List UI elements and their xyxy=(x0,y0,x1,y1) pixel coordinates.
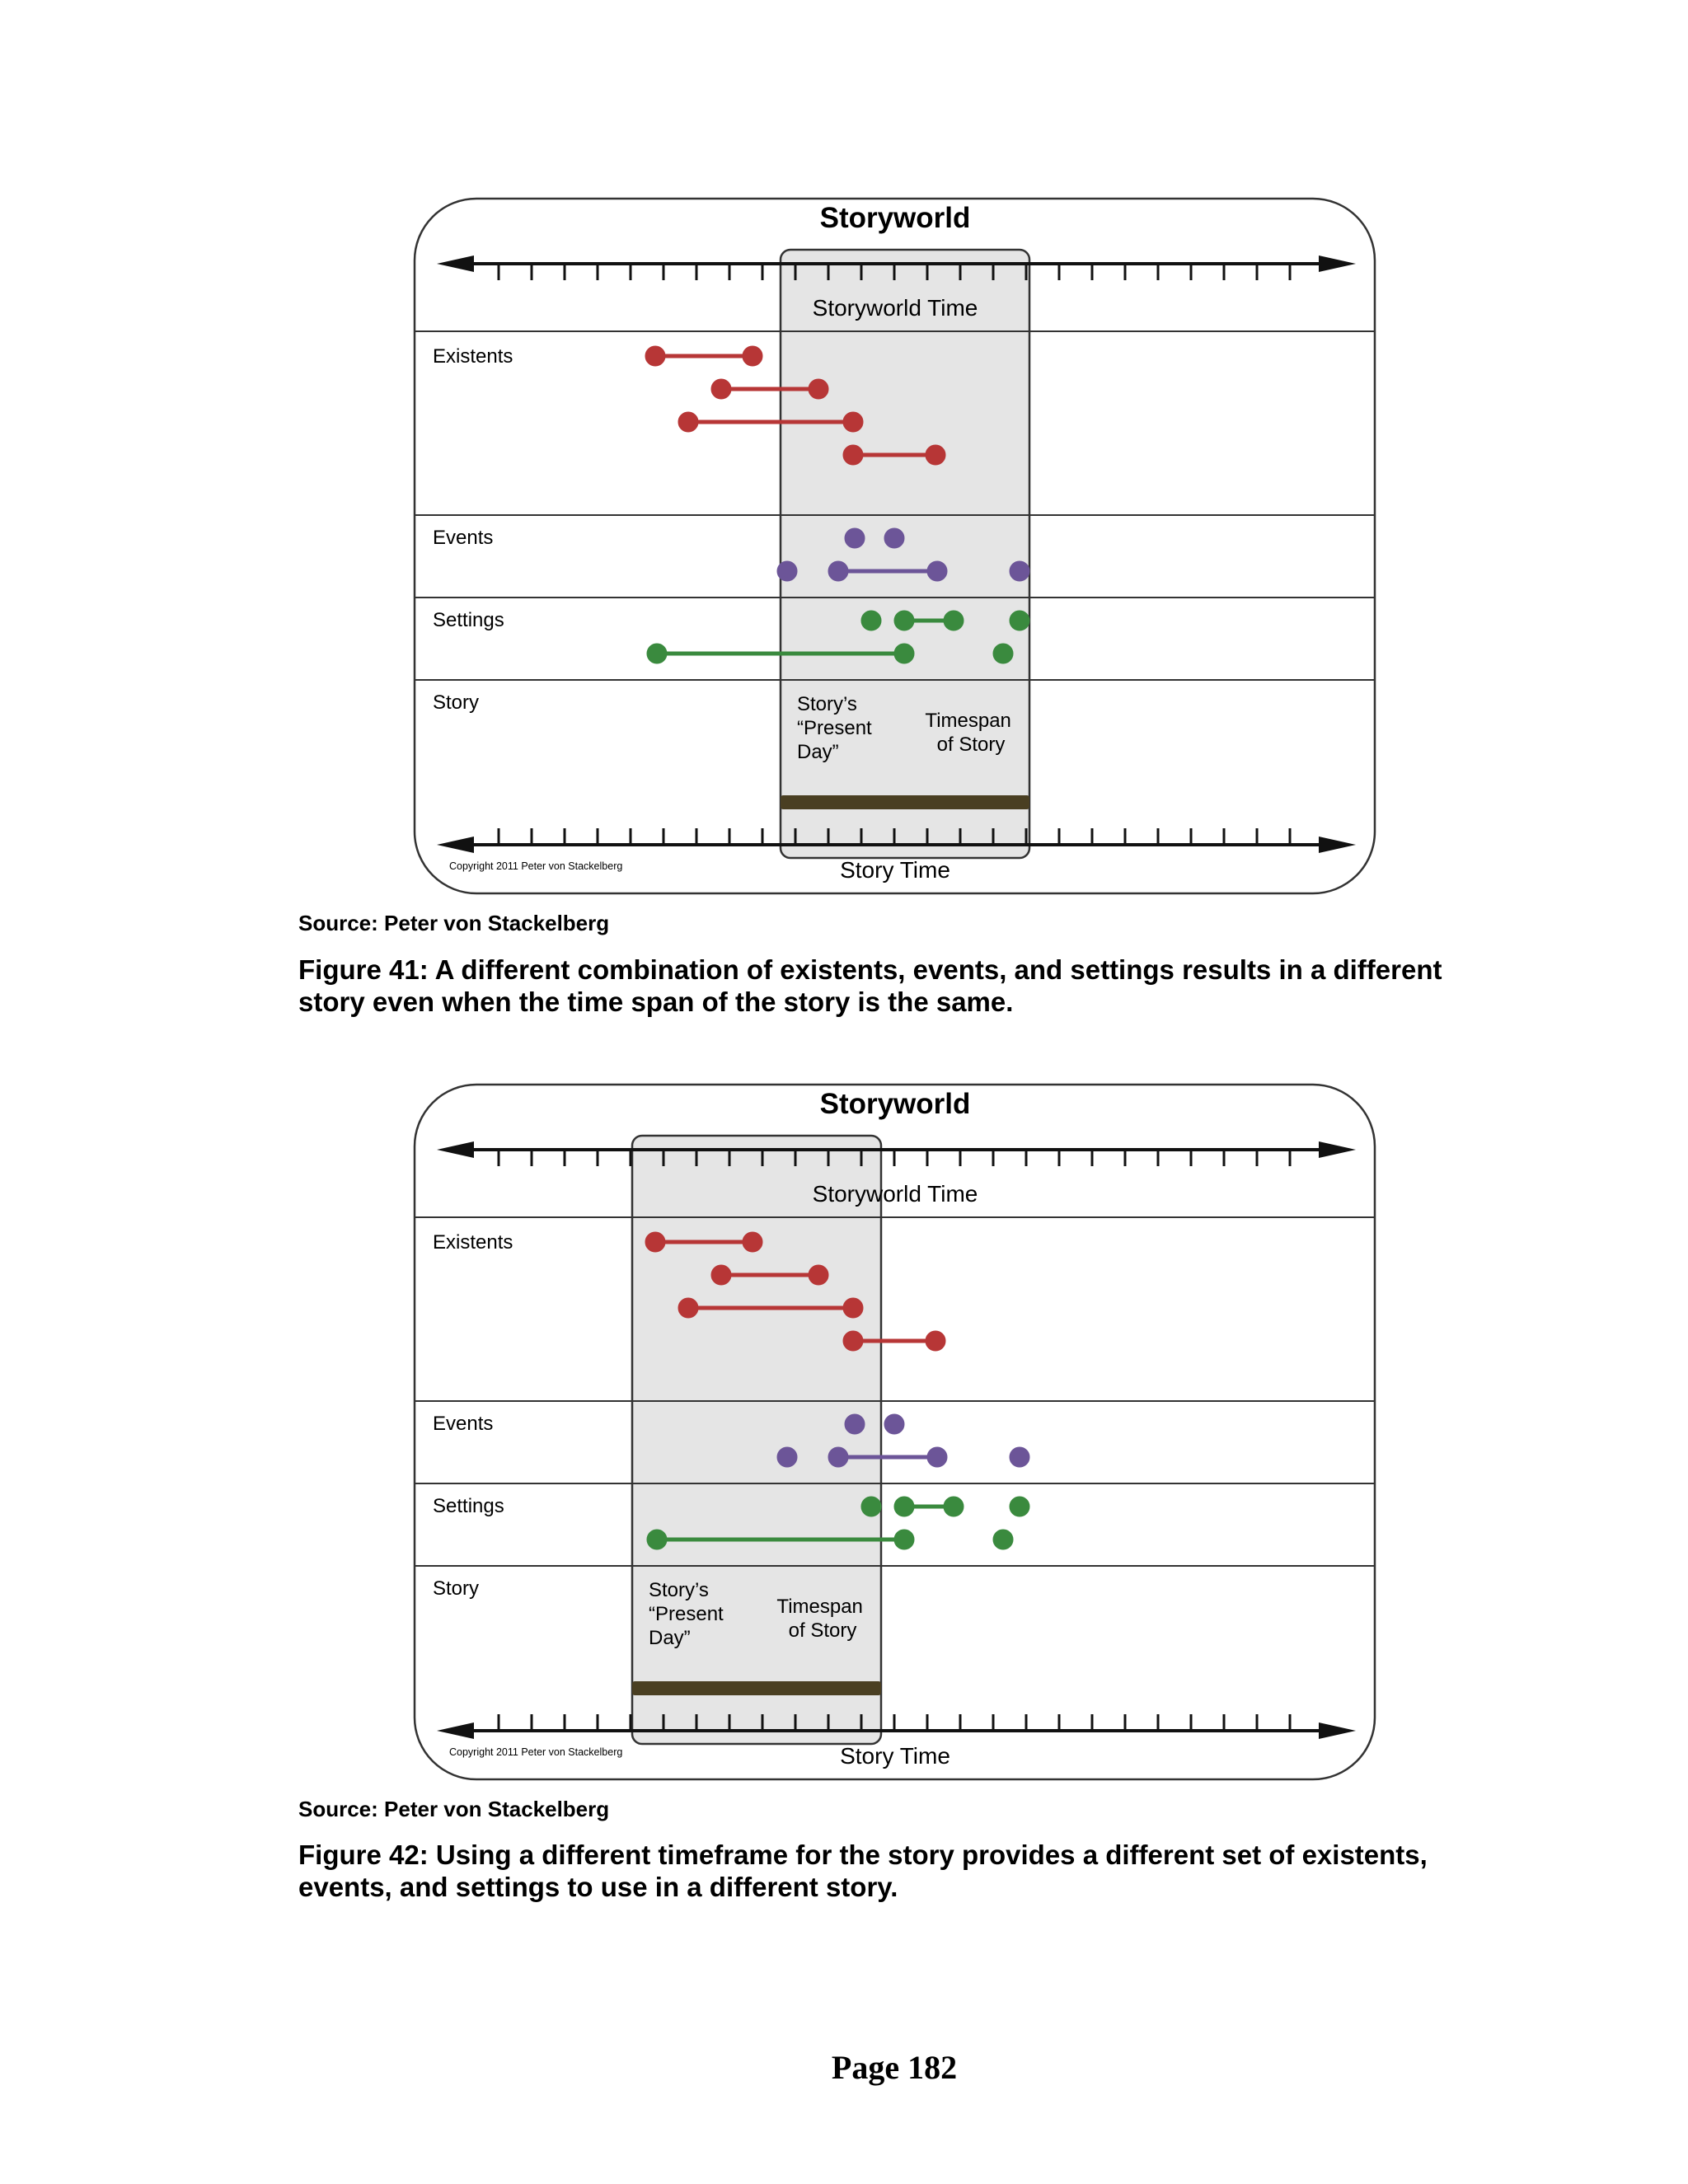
storyworld-time-label: Storyworld Time xyxy=(812,295,978,321)
figure-42-source: Source: Peter von Stackelberg xyxy=(298,1797,610,1821)
story-time-window xyxy=(632,1136,881,1744)
story-time-window xyxy=(781,250,1029,858)
story-time-label: Story Time xyxy=(840,857,950,883)
story-timespan-bar xyxy=(781,795,1029,809)
row-label-existents: Existents xyxy=(433,1231,513,1254)
story-time-label: Story Time xyxy=(840,1743,950,1769)
row-label-story: Story xyxy=(433,1577,480,1600)
story-timespan-bar xyxy=(632,1681,881,1695)
row-label-existents: Existents xyxy=(433,345,513,368)
present-day-label: Story’s “Present Day” xyxy=(649,1579,724,1649)
copyright-notice: Copyright 2011 Peter von Stackelberg xyxy=(449,860,623,872)
figure-41-diagram xyxy=(0,190,1688,907)
timespan-label: Timespan of Story xyxy=(776,1596,863,1642)
figure-42-diagram xyxy=(0,1076,1688,1793)
row-label-settings: Settings xyxy=(433,1495,504,1517)
figure-41-source: Source: Peter von Stackelberg xyxy=(298,911,610,935)
figure-41-caption: Figure 41: A different combination of existents, events, and settings results in a different story even when the time span of the story is the same. xyxy=(298,954,1442,1017)
diagram-title: Storyworld xyxy=(819,1088,971,1120)
row-label-events: Events xyxy=(433,1413,494,1435)
diagram-title: Storyworld xyxy=(819,202,971,234)
row-label-events: Events xyxy=(433,527,494,549)
page-number: Page 182 xyxy=(831,2049,958,2086)
present-day-label: Story’s “Present Day” xyxy=(797,693,872,763)
storyworld-time-label: Storyworld Time xyxy=(812,1181,978,1207)
copyright-notice: Copyright 2011 Peter von Stackelberg xyxy=(449,1746,623,1758)
timespan-label: Timespan of Story xyxy=(925,710,1011,756)
row-label-story: Story xyxy=(433,691,480,714)
row-label-settings: Settings xyxy=(433,609,504,631)
figure-42-caption: Figure 42: Using a different timeframe for the story provides a different set of existents, events, and settings to use in a different story. xyxy=(298,1840,1428,1902)
